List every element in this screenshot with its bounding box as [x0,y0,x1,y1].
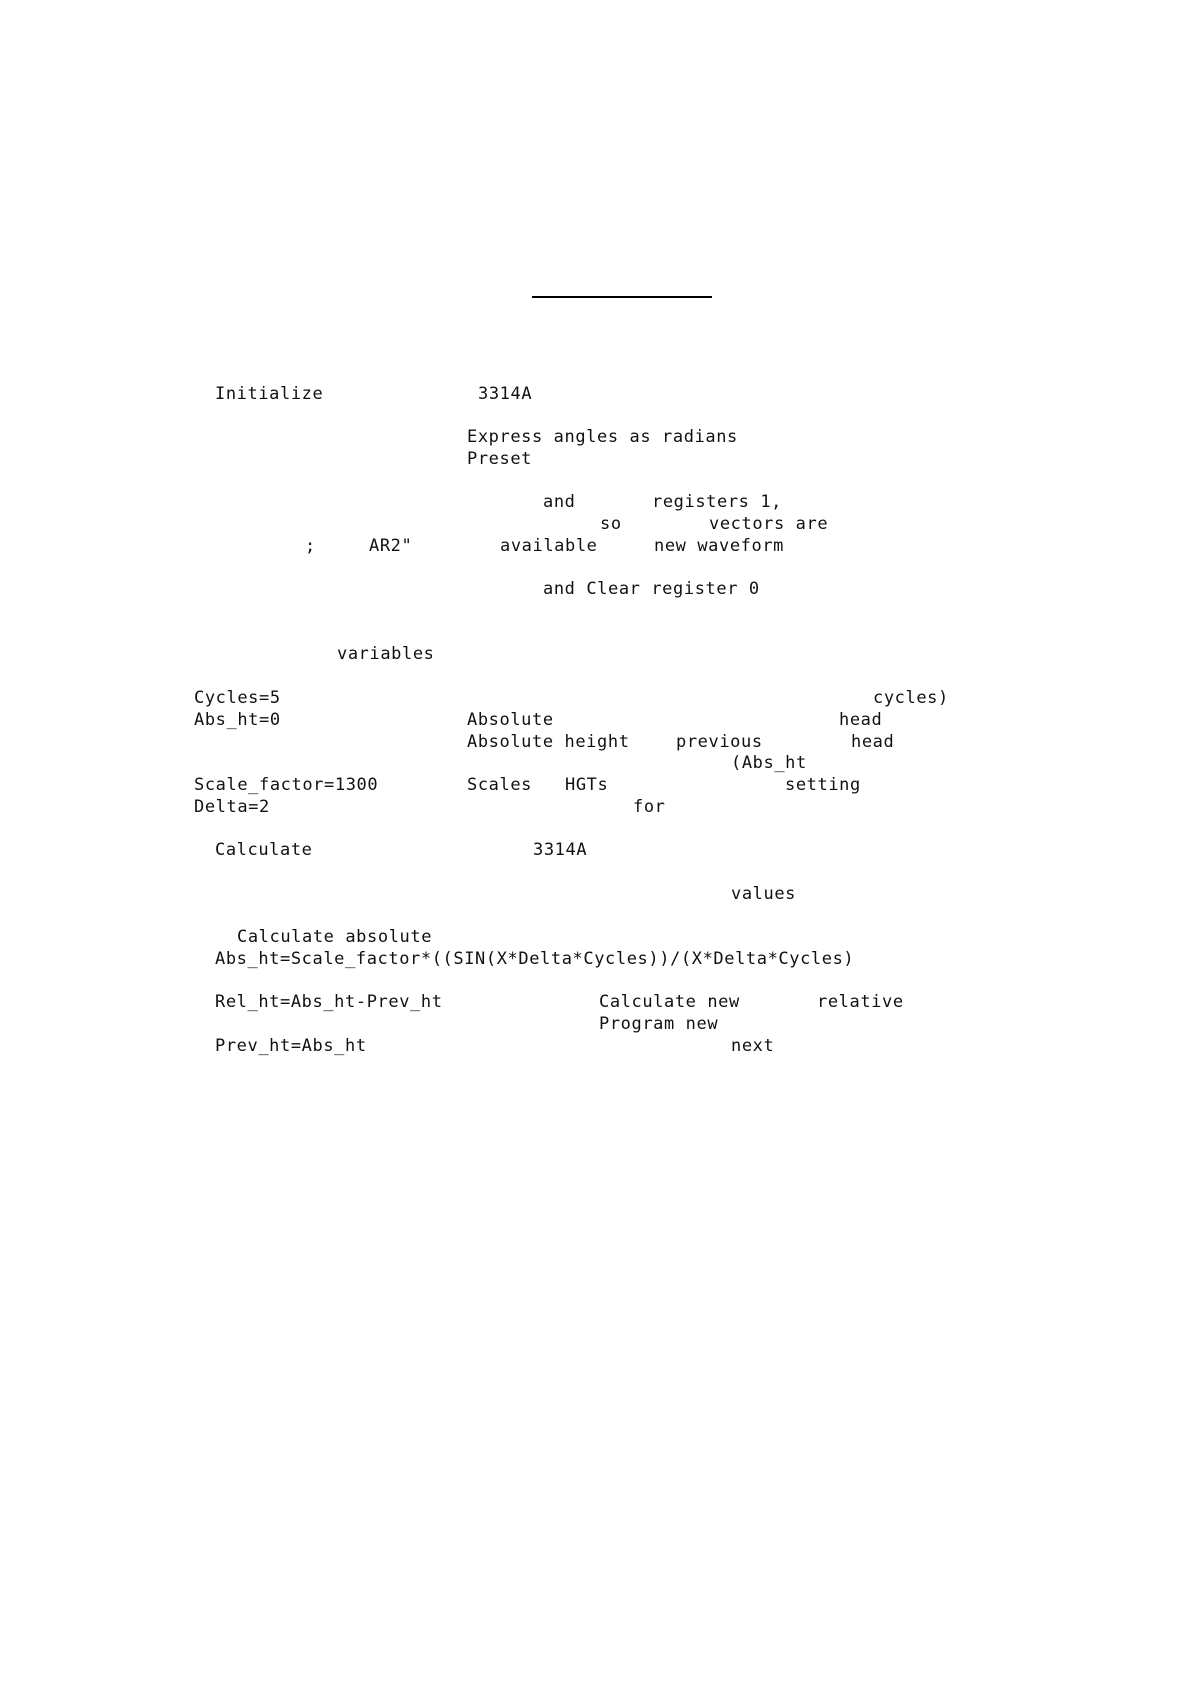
text-fragment: HGTs [565,775,609,795]
text-fragment: Program new [599,1014,719,1034]
text-fragment: vectors are [709,514,829,534]
text-fragment: 3314A [533,840,588,860]
text-fragment: Delta=2 [194,797,270,817]
text-fragment: Calculate absolute [237,927,433,947]
text-fragment: so [600,514,622,534]
text-fragment: Abs_ht=Scale_factor*((SIN(X*Delta*Cycles))/(X*Delta*Cycles) [215,949,855,969]
text-fragment: Express angles as radians [467,427,738,447]
text-fragment: Scales [467,775,533,795]
text-fragment: new waveform [654,536,785,556]
text-fragment: and Clear register 0 [543,579,760,599]
text-fragment: variables [337,644,435,664]
text-fragment: and [543,492,576,512]
text-fragment: (Abs_ht [731,753,807,773]
text-fragment: values [731,884,797,904]
text-fragment: Calculate [215,840,313,860]
text-fragment: next [731,1036,775,1056]
text-fragment: registers 1, [652,492,783,512]
text-fragment: Scale_factor=1300 [194,775,379,795]
heading-underline [532,296,712,298]
text-fragment: Initialize [215,384,324,404]
text-fragment: relative [817,992,904,1012]
text-fragment: setting [785,775,861,795]
text-fragment: ; [305,536,316,556]
text-fragment: Absolute height [467,732,630,752]
text-fragment: AR2" [369,536,413,556]
text-fragment: Prev_ht=Abs_ht [215,1036,367,1056]
text-fragment: Cycles=5 [194,688,281,708]
text-fragment: Rel_ht=Abs_ht-Prev_ht [215,992,443,1012]
text-fragment: 3314A [478,384,533,404]
text-fragment: head [851,732,895,752]
text-fragment: Abs_ht=0 [194,710,281,730]
text-fragment: cycles) [873,688,949,708]
text-fragment: available [500,536,598,556]
text-fragment: Calculate new [599,992,740,1012]
text-fragment: Preset [467,449,533,469]
text-fragment: Absolute [467,710,554,730]
text-fragment: head [839,710,883,730]
text-fragment: previous [676,732,763,752]
text-fragment: for [633,797,666,817]
